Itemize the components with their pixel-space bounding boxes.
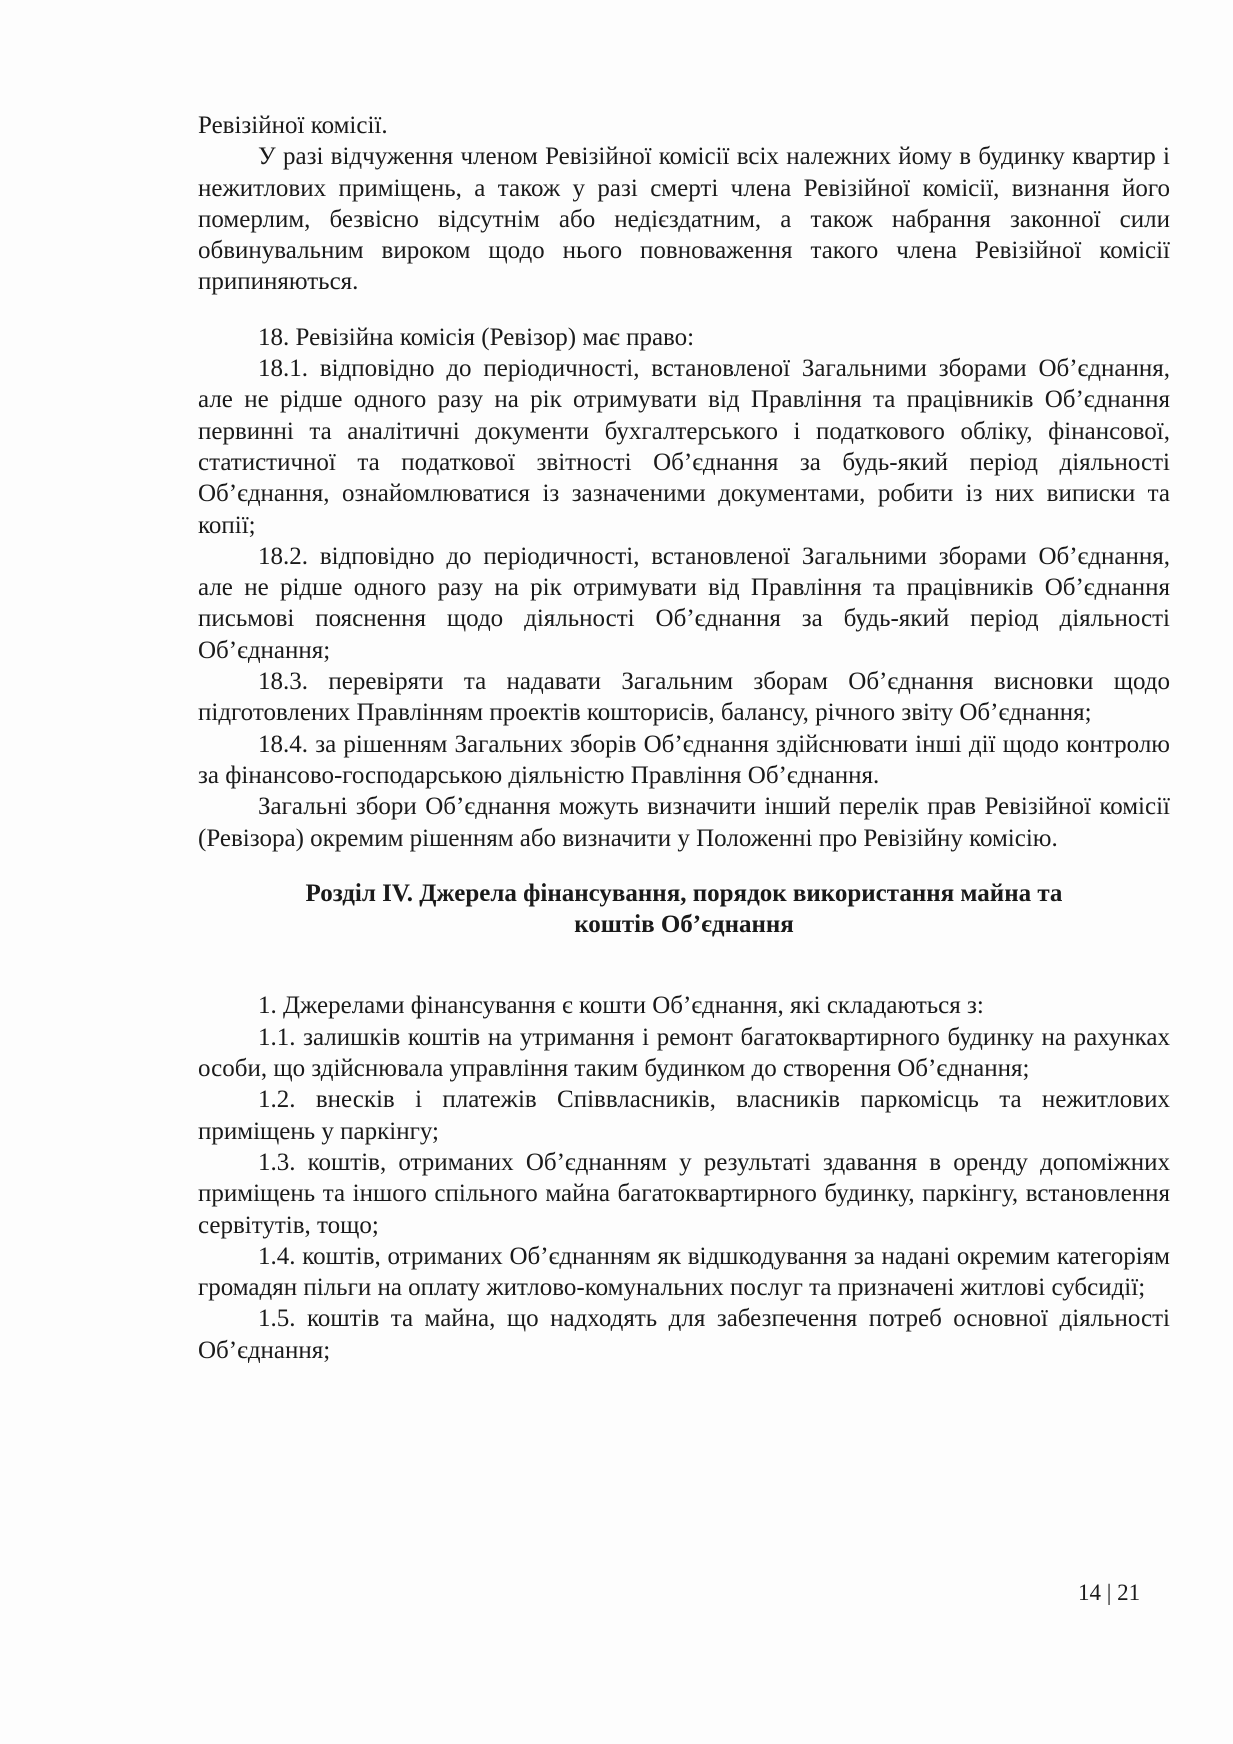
section-18-1: 18.1. відповідно до періодичності, встановленої Загальними зборами Об’єднання, але не рідше одного разу на рік отримувати від Правління та працівників Об’єднання первинні та аналітичні документи бухгалтерського і податкового обліку, фінансової, статистичної та податкової звітності Об’єднання за будь-який період діяльності Об’єднання, ознайомлюватися із зазначеними документами, робити із них виписки та копії; bbox=[198, 355, 1170, 539]
section-4-heading-line2: коштів Об’єднання bbox=[574, 911, 794, 939]
section-18-intro: 18. Ревізійна комісія (Ревізор) має право: bbox=[258, 323, 695, 351]
section-4-heading bbox=[198, 878, 1170, 941]
section-4-item-1-2: 1.2. внесків і платежів Співвласників, власників паркомісць та нежитлових приміщень у паркінгу; bbox=[198, 1086, 1170, 1145]
section-4-item-1-1: 1.1. залишків коштів на утримання і ремонт багатоквартирного будинку на рахунках особи, що здійснювала управління таким будинком до створення Об’єднання; bbox=[198, 1023, 1170, 1083]
section-4-heading-line1: Розділ IV. Джерела фінансування, порядок використання майна та bbox=[305, 879, 1063, 907]
section-18-3: 18.3. перевіряти та надавати Загальним зборам Об’єднання висновки щодо підготовлених Правлінням проектів кошторисів, балансу, річного звіту Об’єднання; bbox=[198, 668, 1170, 727]
section-18-2: 18.2. відповідно до періодичності, встановленої Загальними зборами Об’єднання, але не рідше одного разу на рік отримувати від Правління та працівників Об’єднання письмові пояснення щодо діяльності Об’єднання за будь-який період діяльності Об’єднання; bbox=[198, 542, 1170, 664]
section-4-item-1-3: 1.3. коштів, отриманих Об’єднанням у результаті здавання в оренду допоміжних приміщень та іншого спільного майна багатоквартирного будинку, паркінгу, встановлення сервітутів, тощо; bbox=[198, 1148, 1170, 1239]
paragraph-membership-termination: У разі відчуження членом Ревізійної комісії всіх належних йому в будинку квартир і нежитлових приміщень, а також у разі смерті члена Ревізійної комісії, визнання його померлим, безвісно відсутнім або недієздатним, а також набрання законної сили обвинувальним вироком щодо нього повноваження такого члена Ревізійної комісії припиняються. bbox=[198, 143, 1170, 296]
section-4-intro: 1. Джерелами фінансування є кошти Об’єднання, які складаються з: bbox=[258, 992, 984, 1020]
paragraph-gap bbox=[198, 854, 1170, 878]
section-18-closing: Загальні збори Об’єднання можуть визначити інший перелік прав Ревізійної комісії (Ревізора) окремим рішенням або визначити у Положенні про Ревізійну комісію. bbox=[198, 793, 1170, 852]
document-body bbox=[198, 110, 1170, 1366]
paragraph-revision-commission-tail: Ревізійної комісії. bbox=[198, 112, 388, 139]
paragraph-gap bbox=[198, 298, 1170, 322]
page-number: 14 | 21 bbox=[1078, 1580, 1141, 1605]
section-4-item-1-5: 1.5. коштів та майна, що надходять для забезпечення потреб основної діяльності Об’єднання; bbox=[198, 1305, 1170, 1364]
section-18-4: 18.4. за рішенням Загальних зборів Об’єднання здійснювати інші дії щодо контролю за фінансово-господарською діяльністю Правління Об’єднання. bbox=[198, 730, 1170, 789]
paragraph-gap bbox=[198, 940, 1170, 990]
section-4-item-1-4: 1.4. коштів, отриманих Об’єднанням як відшкодування за надані окремим категоріям громадян пільги на оплату житлово-комунальних послуг та призначені житлові субсидії; bbox=[198, 1242, 1170, 1302]
